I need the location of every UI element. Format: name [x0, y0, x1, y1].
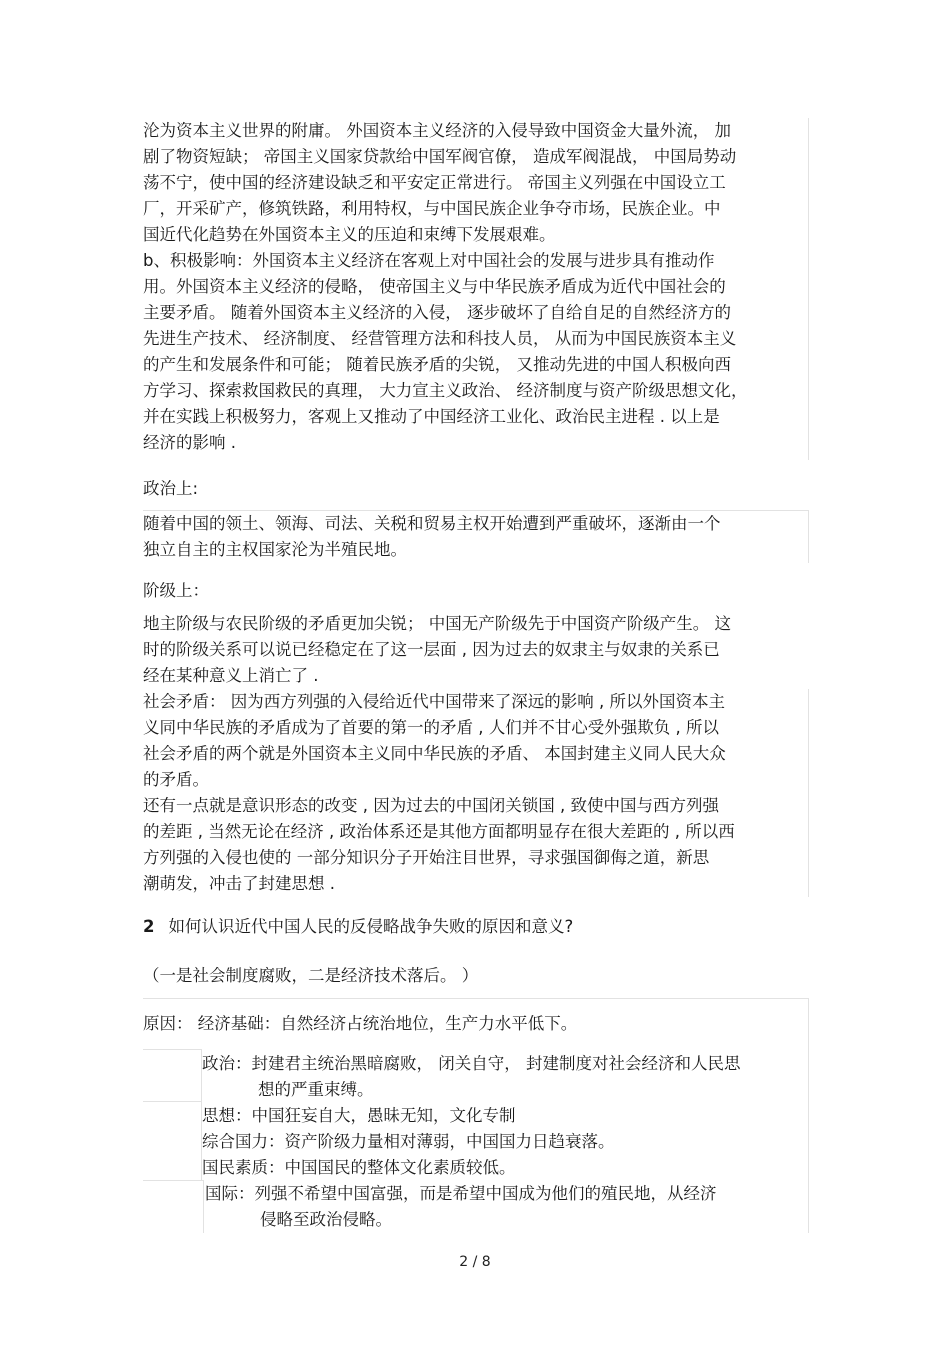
text-line: 的矛盾。 [143, 770, 209, 789]
text-line: 潮萌发，冲击了封建思想 . [143, 874, 335, 893]
reason-politics: 政治：封建君主统治黑暗腐败， 闭关自守， 封建制度对社会经济和人民思 [202, 1054, 741, 1073]
economy-paragraph [143, 118, 809, 460]
society-paragraph [143, 689, 809, 897]
reason-politics-cont: 想的严重束缚。 [258, 1080, 374, 1099]
question-heading [143, 914, 573, 940]
reason-citizens: 国民素质：中国国民的整体文化素质较低。 [202, 1158, 516, 1177]
question-number: 2 [143, 917, 155, 936]
text-line: 社会矛盾： 因为西方列强的入侵给近代中国带来了深远的影响 , 所以外国资本主 [143, 692, 725, 711]
text-line: 的差距 , 当然无论在经济 , 政治体系还是其他方面都明显存在很大差距的 , 所以西 [143, 822, 735, 841]
reason-intro: 原因： 经济基础：自然经济占统治地位，生产力水平低下。 [143, 1014, 578, 1033]
text-line: 剧了物资短缺； 帝国主义国家贷款给中国军阀官僚， 造成军阀混战， 中国局势动 [143, 147, 737, 166]
class-heading: 阶级上： [143, 581, 209, 600]
text-line: 用。外国资本主义经济的侵略， 使帝国主义与中华民族矛盾成为近代中国社会的 [143, 277, 726, 296]
text-line: 义同中华民族的矛盾成为了首要的第一的矛盾 , 人们并不甘心受外强欺负 , 所以 [143, 718, 719, 737]
text-line: 方列强的入侵也使的 一部分知识分子开始注目世界，寻求强国御侮之道，新思 [143, 848, 710, 867]
politics-paragraph [143, 510, 809, 563]
reasons-block [143, 998, 809, 1233]
text-line: b、积极影响：外国资本主义经济在客观上对中国社会的发展与进步具有推动作 [143, 251, 715, 270]
text-line: 经济的影响 . [143, 433, 236, 452]
reason-national-power: 综合国力：资产阶级力量相对薄弱，中国国力日趋衰落。 [202, 1132, 615, 1151]
text-line: 先进生产技术、 经济制度、 经营管理方法和科技人员， 从而为中国民族资本主义 [143, 329, 737, 348]
text-line: 国近代化趋势在外国资本主义的压迫和束缚下发展艰难。 [143, 225, 556, 244]
politics-heading: 政治上: [143, 479, 199, 498]
question-text: 如何认识近代中国人民的反侵略战争失败的原因和意义? [168, 917, 574, 936]
class-paragraph [143, 611, 808, 689]
divider [143, 1049, 201, 1050]
text-line: 社会矛盾的两个就是外国资本主义同中华民族的矛盾、 本国封建主义同人民大众 [143, 744, 726, 763]
text-line: 的产生和发展条件和可能； 随着民族矛盾的尖锐， 又推动先进的中国人积极向西 [143, 355, 731, 374]
text-line: 地主阶级与农民阶级的矛盾更加尖锐； 中国无产阶级先于中国资产阶级产生。 这 [143, 614, 731, 633]
text-line: 并在实践上积极努力，客观上又推动了中国经济工业化、政治民主进程 . 以上是 [143, 407, 720, 426]
reason-international: 国际：列强不希望中国富强，而是希望中国成为他们的殖民地，从经济 [205, 1184, 717, 1203]
text-line: 随着中国的领土、领海、司法、关税和贸易主权开始遭到严重破坏，逐渐由一个 [143, 514, 721, 533]
text-line: 厂，开采矿产，修筑铁路，利用特权，与中国民族企业争夺市场，民族企业。中 [143, 199, 721, 218]
text-line: 荡不宁，使中国的经济建设缺乏和平安定正常进行。 帝国主义列强在中国设立工 [143, 173, 726, 192]
answer-summary: （一是社会制度腐败，二是经济技术落后。 ） [143, 966, 479, 985]
divider [203, 1180, 204, 1233]
page-number: 2 / 8 [459, 1254, 491, 1270]
text-line: 方学习、探索救国救民的真理， 大力宣主义政治、 经济制度与资产阶级思想文化， [143, 381, 748, 400]
text-line: 独立自主的主权国家沦为半殖民地。 [143, 540, 407, 559]
divider [143, 1101, 201, 1102]
divider [143, 1180, 203, 1181]
text-line: 还有一点就是意识形态的改变 , 因为过去的中国闭关锁国 , 致使中国与西方列强 [143, 796, 719, 815]
text-line: 主要矛盾。 随着外国资本主义经济的入侵， 逐步破坏了自给自足的自然经济方的 [143, 303, 731, 322]
text-line: 时的阶级关系可以说已经稳定在了这一层面 , 因为过去的奴隶主与奴隶的关系已 [143, 640, 720, 659]
text-line: 经在某种意义上消亡了 . [143, 666, 319, 685]
reason-thought: 思想：中国狂妄自大，愚昧无知，文化专制 [202, 1106, 516, 1125]
text-line: 沦为资本主义世界的附庸。 外国资本主义经济的入侵导致中国资金大量外流， 加 [143, 121, 731, 140]
reason-international-cont: 侵略至政治侵略。 [260, 1210, 392, 1229]
